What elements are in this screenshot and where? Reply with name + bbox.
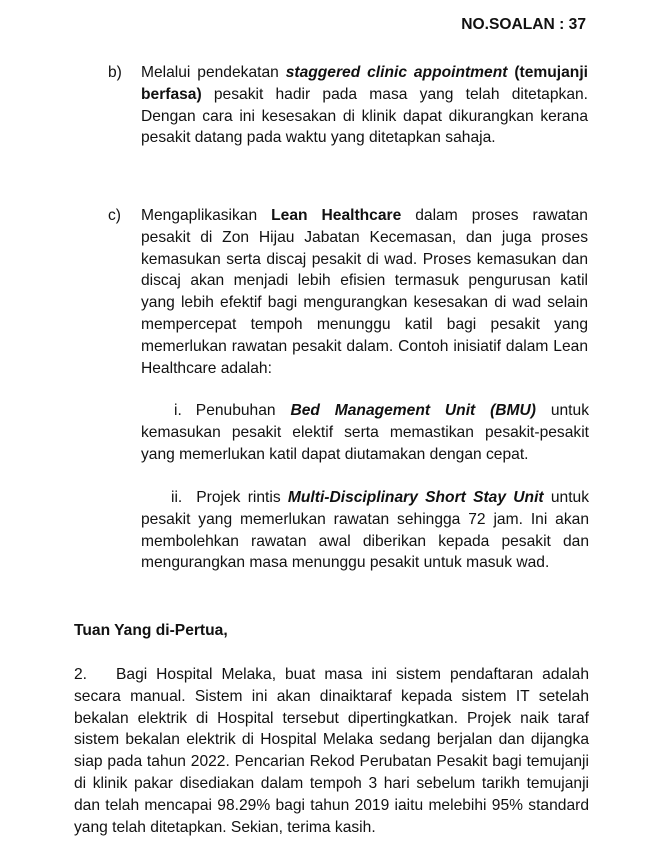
item-c-text-part: Mengaplikasikan: [141, 207, 272, 224]
sub-item-i-text-part: untuk kemasukan pesakit elektif serta memastikan pesakit-pesakit yang memerlukan katil dapat diutamakan dengan cepat.: [141, 402, 589, 463]
sub-item-i-marker: i.: [174, 402, 182, 419]
salutation: Tuan Yang di-Pertua,: [74, 622, 228, 639]
paragraph-2-text: Bagi Hospital Melaka, buat masa ini sistem pendaftaran adalah secara manual. Sistem ini akan dinaiktaraf kepada sistem IT setelah bekalan elektrik di Hospital tersebut dipertingkatkan. Projek naik taraf sistem bekalan elektrik di Hospital Melaka sedang berjalan dan dijangka siap pada tahun 2022. Pencarian Rekod Perubatan Pesakit bagi temujanji di klinik pakar disediakan dalam tempoh 3 hari sebelum tarikh temujanji dan telah mencapai 98.29% bagi tahun 2019 iaitu melebihi 95% standard yang telah ditetapkan. Sekian, terima kasih.: [74, 666, 589, 836]
paragraph-2-number: 2.: [74, 666, 88, 683]
sub-item-ii-emphasis-term: Multi-Disciplinary Short Stay Unit: [287, 489, 544, 506]
item-b-emphasis-term: staggered clinic appointment: [285, 64, 508, 81]
sub-item-ii-marker: ii.: [171, 489, 183, 506]
sub-item-ii-text-part: Projek rintis: [196, 489, 288, 506]
item-b-text: [141, 62, 588, 149]
item-b-bold-term: (temujanji berfasa): [141, 64, 588, 103]
sub-item-ii-text-part: untuk pesakit yang memerlukan rawatan sehingga 72 jam. Ini akan membolehkan rawatan awal diberikan kepada pesakit dan mengurangkan masa menunggu pesakit untuk masuk wad.: [141, 489, 589, 572]
item-c: [108, 205, 588, 379]
item-c-bold-term: Lean Healthcare: [271, 207, 402, 224]
item-c-text: [141, 205, 588, 379]
item-c-marker: c): [108, 207, 121, 224]
sub-item-i-emphasis-term: Bed Management Unit (BMU): [290, 402, 536, 419]
item-b-marker: b): [108, 64, 122, 81]
item-b-text-part: pesakit hadir pada masa yang telah ditetapkan. Dengan cara ini kesesakan di klinik dapat dikurangkan kerana pesakit datang pada waktu yang ditetapkan sahaja.: [141, 85, 588, 147]
sub-item-i: [141, 400, 589, 465]
paragraph-2: [74, 664, 589, 838]
item-b: [108, 62, 588, 149]
item-c-text-part: dalam proses rawatan pesakit di Zon Hijau Jabatan Kecemasan, dan juga proses kemasukan serta discaj pesakit di wad. Proses kemasukan dan discaj akan menjadi lebih efisien termasuk pengurusan katil yang lebih efektif bagi mengurangkan kesesakan di wad selain mempercepat tempoh menunggu katil bagi pesakit yang memerlukan rawatan pesakit dalam. Contoh inisiatif dalam Lean Healthcare adalah:: [141, 207, 588, 377]
sub-item-ii: [141, 487, 589, 574]
item-b-text-part: Melalui pendekatan: [141, 64, 286, 81]
question-number: NO.SOALAN : 37: [461, 16, 586, 33]
sub-item-i-text-part: Penubuhan: [195, 402, 291, 419]
